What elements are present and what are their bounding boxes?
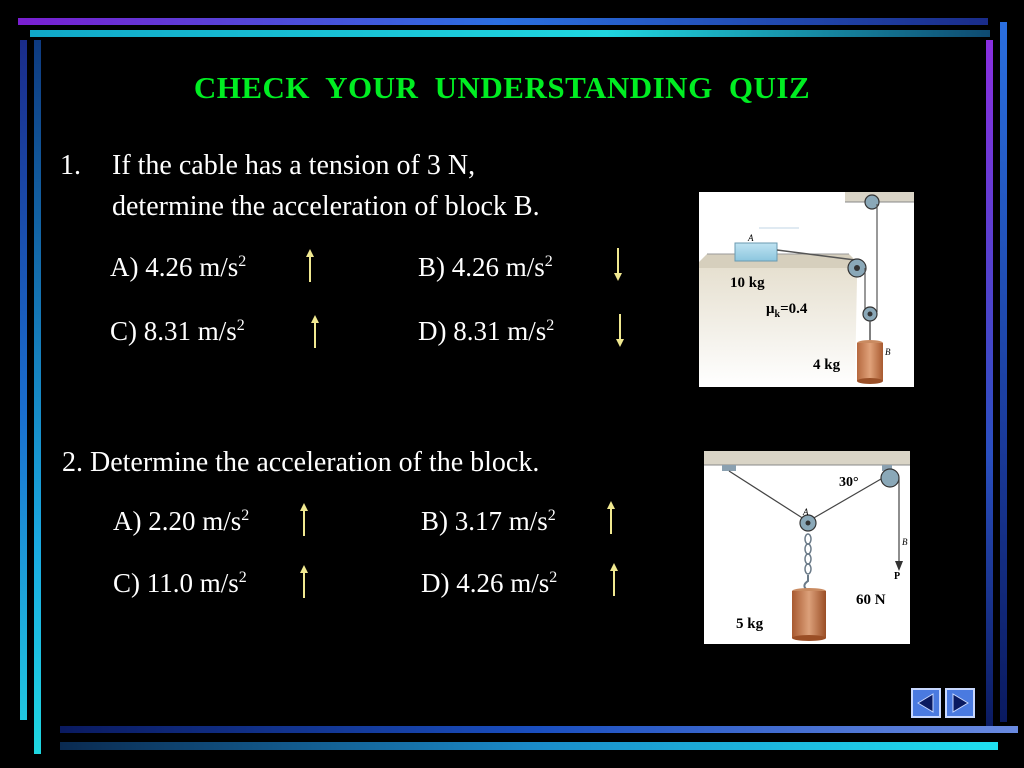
frame-left-bar-outer <box>20 40 27 720</box>
arrow-up-icon <box>605 500 617 536</box>
block-b-letter: B <box>885 347 891 357</box>
question-1-option-d[interactable]: D) 8.31 $m/s^2$ <box>418 316 555 346</box>
frame-right-bar-outer <box>1000 22 1007 722</box>
force-p-letter: P <box>894 571 901 582</box>
arrow-down-icon <box>614 312 626 348</box>
triangle-left-icon <box>913 690 939 716</box>
force-label: 60 N <box>856 592 886 608</box>
question-1-option-c[interactable]: C) 8.31 $m/s^2$ <box>110 316 245 346</box>
question-2-option-a[interactable]: A) 2.20 $m/s^2$ <box>113 506 250 536</box>
frame-bottom-bar-upper <box>60 726 1018 733</box>
triangle-right-icon <box>947 690 973 716</box>
mass-label: 5 kg <box>736 616 764 632</box>
cable-b-letter: B <box>902 537 908 547</box>
arrow-up-icon <box>608 562 620 598</box>
question-1-number: 1. <box>60 150 81 181</box>
question-1-option-b[interactable]: B) 4.26 $m/s^2$ <box>418 252 553 282</box>
pulley-a-letter: A <box>803 507 809 517</box>
arrow-up-icon <box>304 248 316 284</box>
frame-right-bar-inner <box>986 40 993 730</box>
arrow-up-icon <box>309 314 321 350</box>
frame-top-bar-outer <box>18 18 988 25</box>
question-2-line-1: 2. Determine the acceleration of the block. <box>62 447 540 478</box>
question-1-figure <box>699 192 914 387</box>
question-2-option-c[interactable]: C) 11.0 $m/s^2$ <box>113 568 247 598</box>
mass-a-label: 10 kg <box>730 275 765 291</box>
frame-top-bar-inner <box>30 30 990 37</box>
question-1-line-1: If the cable has a tension of 3 N, <box>112 150 476 181</box>
slide-title: CHECK YOUR UNDERSTANDING QUIZ <box>193 70 811 105</box>
question-1-line-2: determine the acceleration of block B. <box>112 191 540 222</box>
arrow-down-icon <box>612 246 624 282</box>
previous-slide-button[interactable] <box>911 688 941 718</box>
question-2-option-b[interactable]: B) 3.17 $m/s^2$ <box>421 506 556 536</box>
question-2-option-d[interactable]: D) 4.26 $m/s^2$ <box>421 568 558 598</box>
block-a-letter: A <box>748 233 754 243</box>
arrow-up-icon <box>298 502 310 538</box>
hanging-block-diagram <box>704 451 910 644</box>
question-2-figure <box>704 451 910 644</box>
next-slide-button[interactable] <box>945 688 975 718</box>
frame-bottom-bar-lower <box>60 742 998 750</box>
angle-label: 30° <box>839 475 859 490</box>
arrow-up-icon <box>298 564 310 600</box>
mass-b-label: 4 kg <box>813 357 841 373</box>
frame-left-bar-inner <box>34 40 41 754</box>
question-1-option-a[interactable]: A) 4.26 $m/s^2$ <box>110 252 247 282</box>
friction-coefficient-label: $\mu_k=0.4$ <box>766 301 808 320</box>
